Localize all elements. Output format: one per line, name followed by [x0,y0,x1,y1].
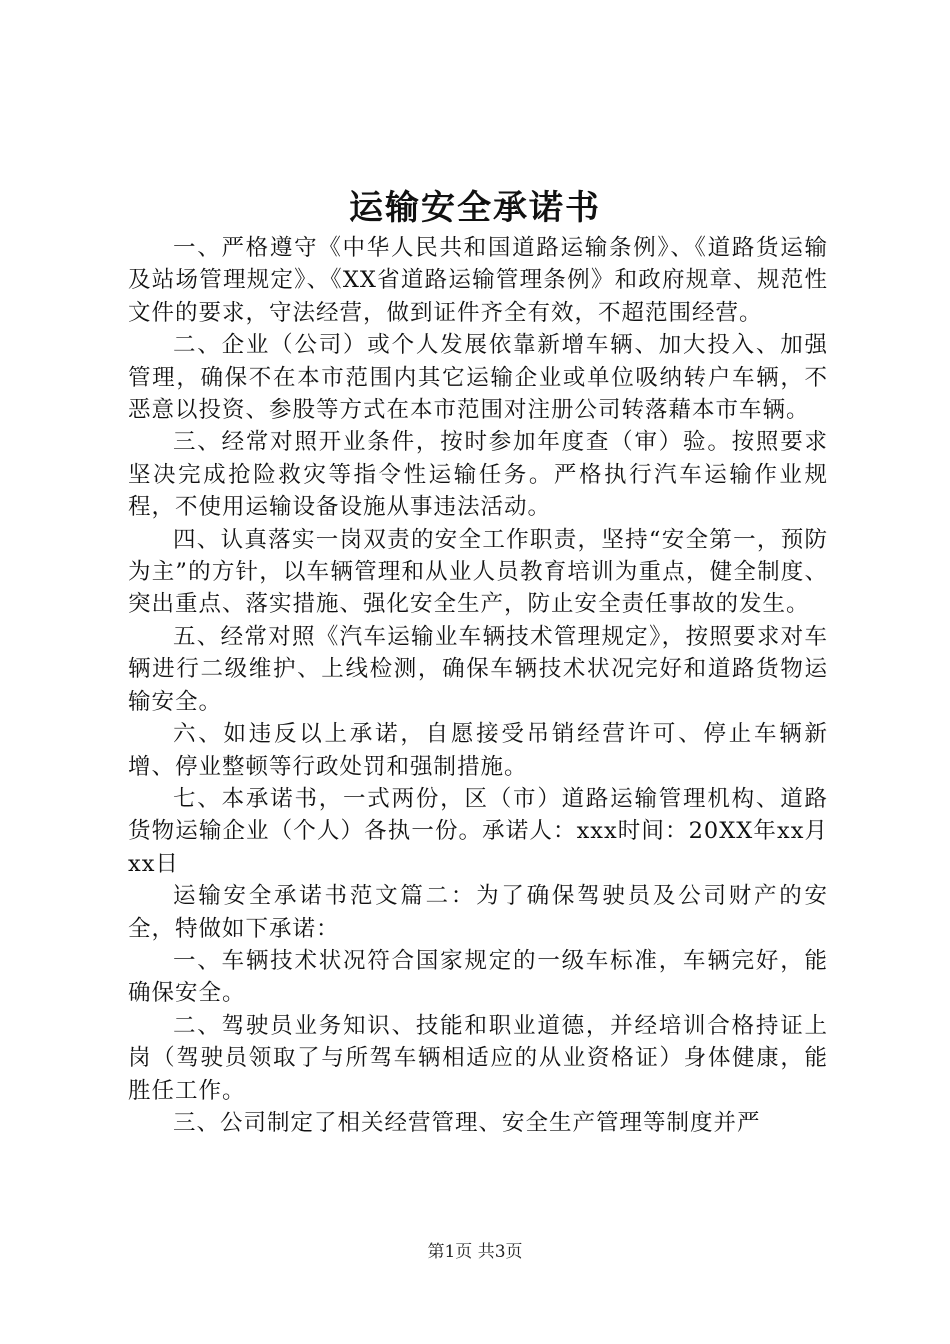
document-body [128,232,828,1139]
paragraph-4: 四、认真落实一岗双责的安全工作职责，坚持“安全第一，预防为主”的方针，以车辆管理和从业人员教育培训为重点，健全制度、突出重点、落实措施、强化安全生产，防止安全责任事故的发生。 [128,526,828,618]
paragraph-6: 六、如违反以上承诺，自愿接受吊销经营许可、停止车辆新增、停业整顿等行政处罚和强制措施。 [128,721,828,780]
paragraph-10: 二、驾驶员业务知识、技能和职业道德，并经培训合格持证上岗（驾驶员领取了与所驾车辆相适应的从业资格证）身体健康，能胜任工作。 [128,1012,828,1104]
page-footer: 第1页 共3页 [427,1242,523,1262]
paragraph-11: 三、公司制定了相关经营管理、安全生产管理等制度并严 [173,1109,761,1136]
paragraph-9: 一、车辆技术状况符合国家规定的一级车标准，车辆完好，能确保安全。 [128,947,828,1007]
paragraph-7: 七、本承诺书，一式两份，区（市）道路运输管理机构、道路货物运输企业（个人）各执一份。承诺人：xxx时间：20XX年xx月xx日 [128,785,828,877]
document-title: 运输安全承诺书 [349,188,601,228]
paragraph-3: 三、经常对照开业条件，按时参加年度查（审）验。按照要求坚决完成抢险救灾等指令性运输任务。严格执行汽车运输作业规程，不使用运输设备设施从事违法活动。 [128,429,828,521]
paragraph-2: 二、企业（公司）或个人发展依靠新增车辆、加大投入、加强管理，确保不在本市范围内其它运输企业或单位吸纳转户车辆，不恶意以投资、参股等方式在本市范围对注册公司转落藉本市车辆。 [128,332,828,424]
paragraph-8: 运输安全承诺书范文篇二：为了确保驾驶员及公司财产的安全，特做如下承诺： [128,883,828,942]
paragraph-5: 五、经常对照《汽车运输业车辆技术管理规定》，按照要求对车辆进行二级维护、上线检测，确保车辆技术状况完好和道路货物运输安全。 [128,623,828,715]
paragraph-1: 一、严格遵守《中华人民共和国道路运输条例》、《道路货运输及站场管理规定》、《XX省道路运输管理条例》和政府规章、规范性文件的要求，守法经营，做到证件齐全有效，不超范围经营。 [128,235,828,326]
